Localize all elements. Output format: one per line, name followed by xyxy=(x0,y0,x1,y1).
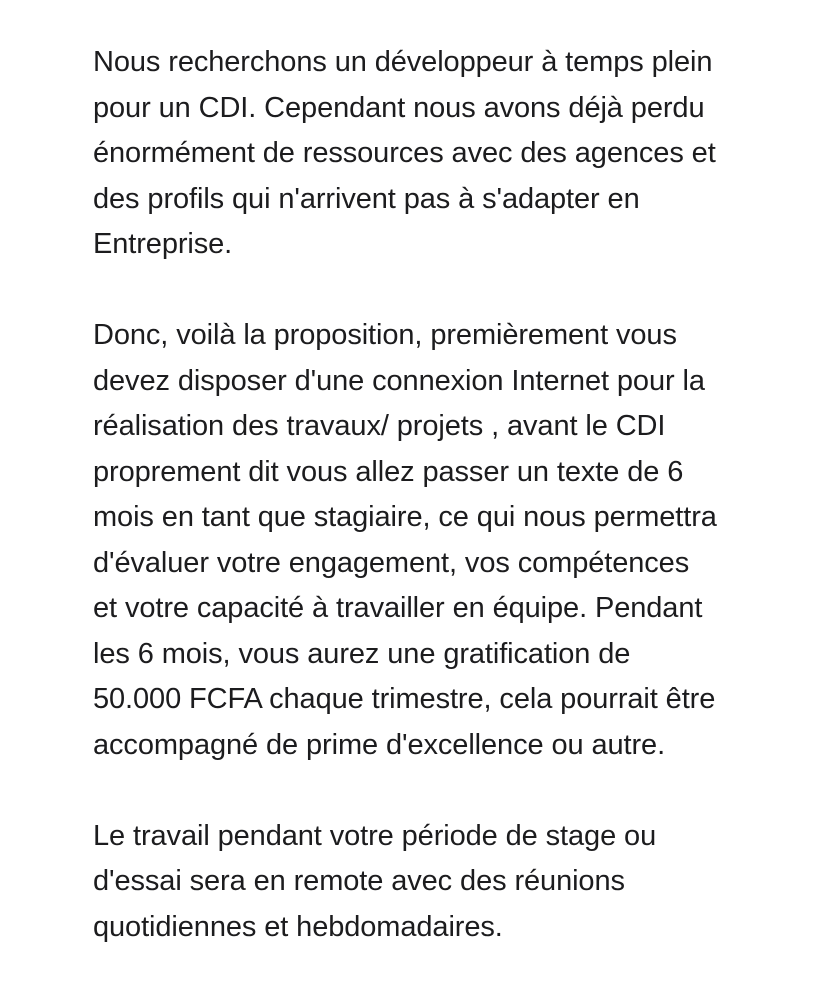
paragraph-remote-work: Le travail pendant votre période de stage ou d'essai sera en remote avec des réunions quotidiennes et hebdomadaires. xyxy=(93,819,657,943)
paragraph-intro: Nous recherchons un développeur à temps plein pour un CDI. Cependant nous avons déjà perdu énormément de ressources avec des agences et des profils qui n'arrivent pas à s'adapter en Entreprise. xyxy=(93,46,716,260)
message-body xyxy=(93,40,793,950)
paragraph-proposal: Donc, voilà la proposition, premièrement vous devez disposer d'une connexion Internet pour la réalisation des travaux/ projets , avant le CDI proprement dit vous allez passer un texte de 6 mois en tant que stagiaire, ce qui nous permettra d'évaluer votre engagement, vos compétences et votre capacité à travailler en équipe. Pendant les 6 mois, vous aurez une gratification de 50.000 FCFA chaque trimestre, cela pourrait être accompagné de prime d'excellence ou autre. xyxy=(93,319,717,761)
